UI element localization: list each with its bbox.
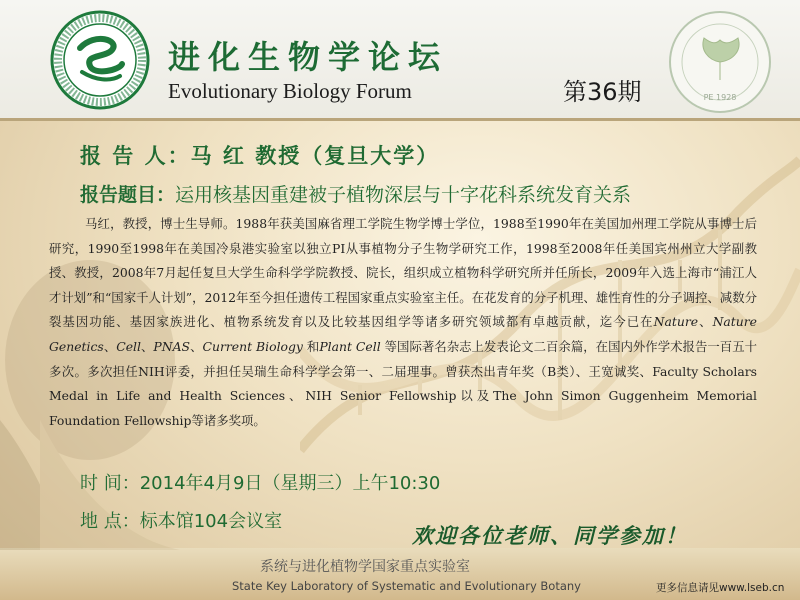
bio-separator: 、 (140, 338, 154, 354)
svg-text:PE 1928: PE 1928 (703, 93, 737, 102)
bio-separator: 和 (302, 338, 320, 354)
journal-name: PNAS (153, 338, 191, 354)
footer-lab-name-cn: 系统与进化植物学国家重点实验室 (260, 559, 470, 575)
welcome-message: 欢迎各位老师、同学参加！ (412, 523, 688, 548)
forum-title-cn: 进化生物学论坛 (168, 38, 449, 76)
place-label: 地 点： (80, 511, 140, 532)
footer-lab-name-en: State Key Laboratory of Systematic and Evolutionary Botany (232, 579, 581, 593)
journal-name: Nature Genetics (49, 314, 758, 354)
bio-text: 等国际著名杂志上发表论文二百余篇，在国内外作学术报告一百五十多次。多次担任NIH评委，并担任吴瑞生命科学学会第一、二届理事。曾获杰出青年奖（B类）、王宽诚奖、Faculty Scholars Medal in Life and Health Sciences、NIH Senior Fellowship以及The John Simon Guggenheim Memorial Foundation Fellowship等诸多奖项。 (49, 338, 757, 428)
speaker-line (80, 140, 439, 170)
time-line (80, 469, 440, 495)
bio-text: 马红，教授，博士生导师。1988年获美国麻省理工学院生物学博士学位，1988至1990年在美国加州理工学院从事博士后研究，1990至1998年在美国冷泉港实验室以独立PI从事植物分子生物学研究工作，1998至2008年任美国宾州州立大学副教授、教授，2008年7月起任复旦大学生命科学学院教授、院长，组织成立植物科学研究所并任所长，2009年入选上海市“浦江人才计划”和“国家千人计划”，2012年至今担任遗传工程国家重点实验室主任。在花发育的分子机理、雄性育性的分子调控、减数分裂基因功能、基因家族进化、植物系统发育以及比较基因组学等诸多研究领域都有卓越贡献，迄今已在 (49, 216, 757, 330)
more-info-label: 更多信息请见 (656, 582, 719, 594)
speaker-name: 马 红 教授（复旦大学） (190, 143, 440, 168)
website-link[interactable]: www.lseb.cn (719, 582, 785, 594)
forum-title-en: Evolutionary Biology Forum (168, 79, 412, 103)
topic-title: 运用核基因重建被子植物深层与十字花科系统发育关系 (175, 184, 632, 206)
topic-line (80, 180, 631, 207)
bio-separator: 、 (103, 338, 117, 354)
bio-separator: 、 (190, 338, 203, 354)
journal-name: Cell (116, 338, 141, 354)
topic-label: 报告题目： (80, 184, 176, 206)
more-info (656, 580, 784, 595)
journal-name: Current Biology (202, 338, 303, 354)
speaker-biography (49, 212, 757, 433)
lseb-logo-icon (50, 10, 150, 110)
journal-name: Nature (653, 314, 699, 330)
time-label: 时 间： (80, 473, 140, 494)
ginkgo-seal-icon (668, 10, 772, 114)
time-value: 2014年4月9日（星期三）上午10:30 (139, 473, 441, 494)
journal-name: Plant Cell (319, 338, 381, 354)
place-value: 标本馆104会议室 (139, 511, 283, 532)
place-line (80, 507, 282, 533)
bio-separator: 、 (698, 314, 713, 330)
issue-number: 第36期 (563, 78, 642, 106)
speaker-label: 报 告 人： (80, 143, 191, 168)
